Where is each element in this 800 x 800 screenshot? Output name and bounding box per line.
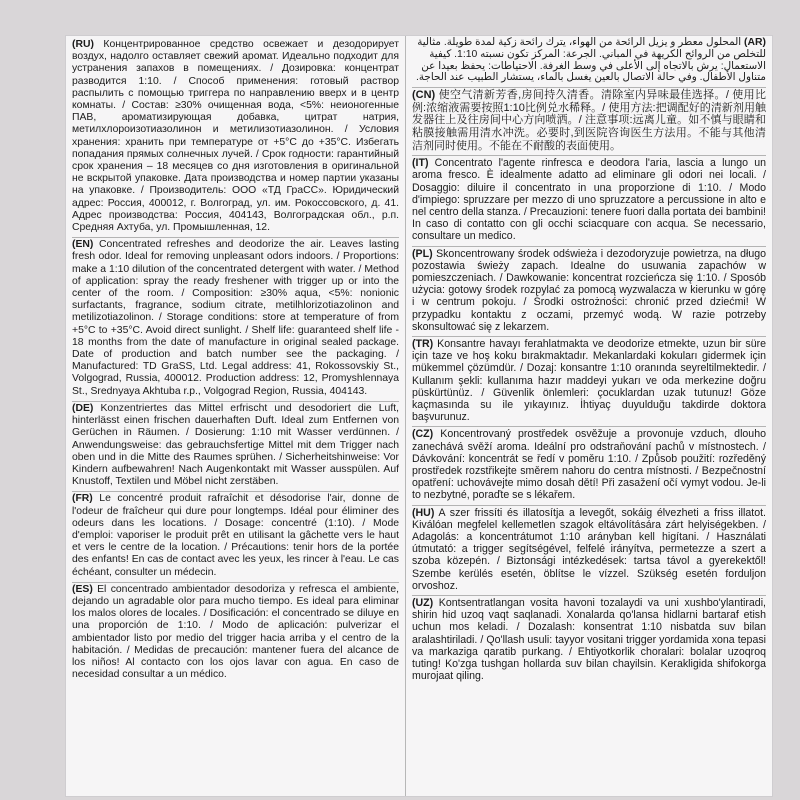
- product-label-back: [66, 36, 772, 796]
- section-text: A szer frissíti és illatosítja a levegőt, sokáig élvezheti a friss illatot. Kiválóan megfelel kellemetlen szagok eltávolítására zárt helyiségekben. / Adagolás: a koncentrátumot 1:10 arányban kell higítani. / Használati útmutató: a trigger segítségével, felfelé irányítva, permetezze a szert a szoba közepén. / Biztonsági intézkedések: tartsa távol a gyerekektől! Szembe kerülés esetén, öblítse le vízzel. Szükség esetén forduljon orvoshoz.: [412, 506, 766, 592]
- right-column: [406, 36, 772, 796]
- section-cn: [412, 88, 766, 156]
- language-code: (EN): [72, 239, 94, 251]
- language-code: (IT): [412, 157, 429, 170]
- section-text: Konzentriertes das Mittel erfrischt und desodoriert die Luft, hinterlässt einen frischen dauerhaften Duft. Ideal zum Entfernen von Gerüchen in Räumen. / Dosierung: 1:10 mit Wasser verdünnen. / Anwendungsweise: das gebrauchsfertige Mittel mit dem Trigger nach oben und in die Mitte des Raumes sprühen. / Sicherheitshinweise: Vor Kindern aufbewahren! Nach Augenkontakt mit Wasser ausspülen. Auf Knustoff, Textilen und Möbel nicht zerstäben.: [72, 402, 399, 488]
- section-text: Concentrato l'agente rinfresca e deodora l'aria, lascia a lungo un aroma fresco. È idealmente adatto ad eliminare gli odori nei locali. / Dosaggio: diluire il concentrato in una proporzione di 1:10. / Modo d'impiego: spruzzare per mezzo di uno spruzzatore a percussione in alto e nel centro della stanza. / Precauzioni: tenere fuori dalla portata dei bambini! In caso di contatto con gli occhi sciacquare con acqua. Se necessario, consultare un medico.: [412, 157, 766, 243]
- section-text: Concentrated refreshes and deodorize the air. Leaves lasting fresh odor. Ideal for removing unpleasant odors indoors. / Proportions: make a 1:10 dilution of the concentrated detergent with water. / Method of application: spray the ready freshener with trigger up or into the center of the room. / Composition: ≥30% aqua, <5%: nonionic surfactants, fragrance, sodium citrate, metilhlorizotiazolinon and metilizotiazolinon. / Storage conditions: store at temperature of from +5°C to +35°C. Avoid direct sunlight. / Shelf life: guaranteed shelf life - 18 months from the date of manufacture in original sealed package. Date of production and batch number see the packaging. / Manufactured: TD GraSS, Ltd. Legal address: 41, Rokossovskiy St., Volgograd, Russia, 400012. Production address: 12, Promyshlennaya St., Srednyaya Akhtuba r.p., Volgograd Region, Russia, 404143.: [72, 239, 399, 397]
- language-code: (CN): [412, 89, 436, 102]
- language-code: (DE): [72, 402, 94, 414]
- language-code: (AR): [744, 37, 766, 48]
- left-column: [66, 36, 406, 796]
- section-text: 使空气清新芳香,房间持久清香。清除室内异味最佳选择。/ 使用比例:浓缩液需要按照1:10比例兑水稀释。/ 使用方法:把调配好的清新剂用触发器往上及往房间中心方向喷洒。/ 注意事项:远离儿童。如不慎与眼睛和粘膜接触需用清水冲洗。必要时,到医院咨询医生方法用。不能与其他清洁剂同时使用。不能在不耐酸的表面使用。: [412, 89, 766, 152]
- section-it: [412, 156, 766, 246]
- section-text: El concentrado ambientador desodoriza y refresca el ambiente, dejando un agradable olor para mucho tiempo. Es ideal para eliminar los malos olores de locales. / Dosificación: el concentrado se diluye en una proporción de 1:10. / Modo de aplicación: pulverizar el ambientador listo por medio del trigger hacia arriba y el centro de la habitación. / Medidas de precaución: mantener fuera del alcance de los niños! Al contacto con los ojos lavar con agua. En caso de necesidad consultar a un médico.: [72, 583, 399, 681]
- section-es: [72, 583, 399, 685]
- section-tr: [412, 337, 766, 427]
- section-de: [72, 402, 399, 492]
- section-cz: [412, 427, 766, 505]
- section-ar: [412, 36, 766, 88]
- language-code: (FR): [72, 493, 93, 505]
- language-code: (HU): [412, 506, 435, 519]
- section-hu: [412, 506, 766, 596]
- section-text: Концентрированное средство освежает и дезодорирует воздух, надолго оставляет свежий аромат. Идеально подходит для устранения запахов в помещениях. / Дозировка: концентрат разводится 1:10. / Способ применения: готовый раствор распылить с помощью триггера по направлению вверх и в центр комнаты. / Состав: ≥30% очищенная вода, <5%: неионогенные ПАВ, ароматизирующая добавка, цитрат натрия, метилхлороизотиазолинон и метилизотиазолинон. / Условия хранения: хранить при температуре от +5°С до +35°С. Избегать попадания прямых солнечных лучей. / Срок годности: гарантийный срок хранения – 18 месяцев со дня изготовления в оригинальной не вскрытой упаковке. Дата производства и номер партии указаны на упаковке. / Производитель: ООО «ТД ГраСС». Юридический адрес: Россия, 400012, г. Волгоград, ул. им. Рокоссовского, д. 41. Адрес производства: Россия, 404143, Волгоградская обл., р.п. Средняя Ахтуба, ул. Промышленная, 12.: [72, 39, 399, 234]
- section-text: Koncentrovaný prostředek osvěžuje a provonuje vzduch, dlouho zanechává svěží aroma. Ideální pro odstraňování pachů v místnostech. / Dávkování: koncentrát se ředí v poměru 1:10. / Způsob použití: rozředěný prostředek rozstřikejte směrem nahoru do centra místnosti. / Bezpečnostní opatření: uchovávejte mimo dosah dětí! Při zasažení očí vymyt vodou. Je-li to nezbytné, poraďte se s lékařem.: [412, 428, 766, 502]
- language-code: (RU): [72, 39, 94, 50]
- section-text: Skoncentrowany środek odświeża i dezodoryzuje powietrza, na długo pozostawia świeży zapach. Idealne do usuwania zapachów w pomieszczeniach. / Dawkowanie: koncentrat rozcieńcza się 1:10. / Sposób użycia: gotowy środek rozpylać za pomocą wyzwalacza w kierunku w górę i w centrum pokoju. / Środki ostrożności: chronić przed dziećmi! W przypadku kontaktu z oczami, przemyć wodą. W razie potrzeby skonsultować się z lekarzem.: [412, 247, 766, 333]
- language-code: (ES): [72, 583, 93, 595]
- language-code: (PL): [412, 247, 433, 260]
- section-text: Le concentré produit rafraîchit et désodorise l'air, donne de l'odeur de fraîcheur qui dure pour longtemps. Idéal pour éliminer des odeurs dans les locations. / Dosage: concentré (1:10). / Mode d'emploi: vaporiser le produit prêt en utilisant la gâchette vers le haut et vers le centre de la location. / Précautions: tenir hors de la portée des enfants! En cas de contact avec les yeux, les rincer à l'eau. Le cas échéant, consulter un médecin.: [72, 493, 399, 578]
- language-code: (CZ): [412, 428, 434, 441]
- section-text: المحلول معطر و يزيل الرائحة من الهواء، يترك رائحة زكية لمدة طويلة. مثالية للتخلص من الروائح الكريهة في المباني. الجرعة: المركز تكون نسبته 1:10. كيفية الاستعمال: يرش بالاتجاه إلى الأعلى في وسط الغرفة. الاحتياطات: يحفظ بعيدا عن متناول الأطفال. وفي حالة الاتصال بالعين يغسل بالماء، يستشار الطبيب عند الحاجة.: [415, 37, 766, 84]
- section-text: Kontsentratlangan vosita havoni tozalaydi va uni xushbo'ylantiradi, shirin hid uzoq vaqt saqlanadi. Xonalarda qo'lansa hidlarni bartaraf etish uchun mos keladi. / Dozalash: konsentrat 1:10 nisbatda suv bilan aralashtiriladi. / Qo'llash usuli: tayyor vositani trigger yordamida xona tepasi va markaziga qaratib purkang. / Ehtiyotkorlik choralari: bolalar uzoqroq tuting! Ko'zga tushgan hollarda suv bilan chayilsin. Kerakligida shifokorga murojaat qiling.: [412, 597, 766, 683]
- section-text: Konsantre havayı ferahlatmakta ve deodorize etmekte, uzun bir süre için taze ve hoş koku bırakmaktadır. Mekanlardaki kokuları gidermek için mükemmel çözümdür. / Dozaj: konsantre 1:10 oranında seyreltilmektedir. / Kullanım şekli: kullanıma hazır maddeyi yukarı ve oda merkezine doğru püskürtünüz. / Güvenlik önlemleri: çocuklardan uzak tutunuz! Göze kaçmasında su ile yıkayınız. İhtiyaç duyulduğu takdirde doktora başvurunuz.: [412, 338, 766, 424]
- section-pl: [412, 247, 766, 337]
- section-uz: [412, 596, 766, 685]
- language-code: (UZ): [412, 597, 434, 610]
- section-ru: [72, 38, 399, 238]
- section-en: [72, 238, 399, 402]
- section-fr: [72, 492, 399, 582]
- language-code: (TR): [412, 338, 434, 350]
